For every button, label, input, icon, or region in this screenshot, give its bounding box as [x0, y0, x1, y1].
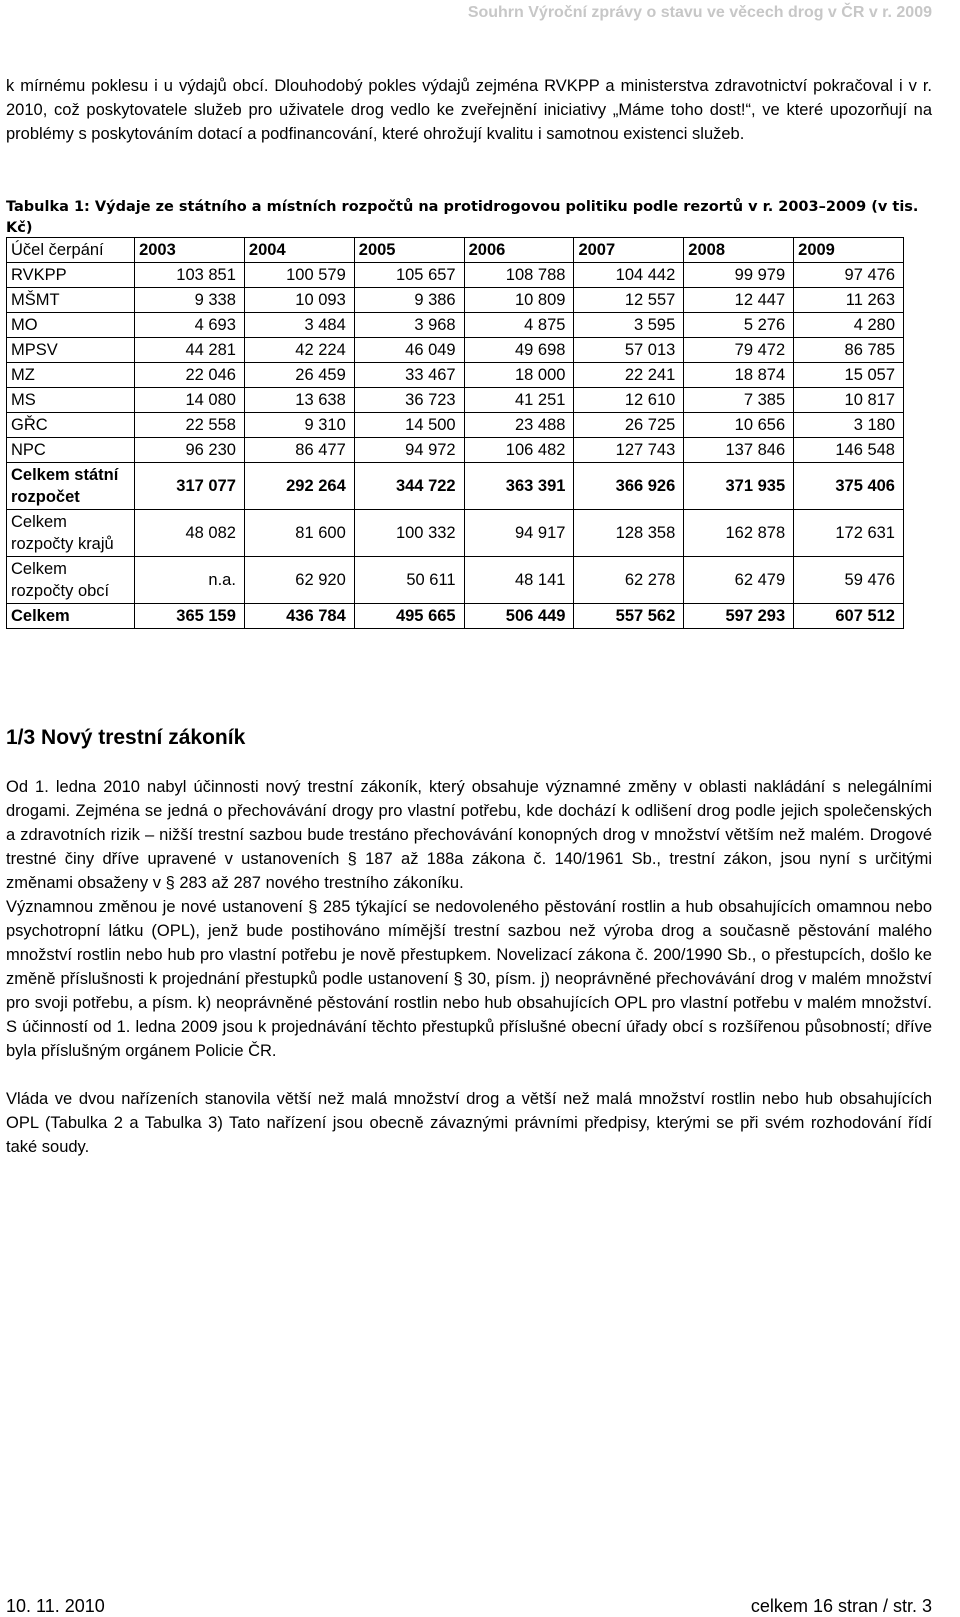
table-cell: 13 638 [244, 388, 354, 413]
table-cell: 104 442 [574, 263, 684, 288]
row-label: RVKPP [7, 263, 135, 288]
row-label: MS [7, 388, 135, 413]
table-cell: 42 224 [244, 338, 354, 363]
column-header: 2003 [135, 238, 245, 263]
table-cell: 436 784 [244, 604, 354, 629]
table-cell: 12 447 [684, 288, 794, 313]
table-cell: 48 082 [135, 510, 245, 557]
table-cell: 59 476 [794, 557, 904, 604]
intro-paragraph: k mírnému poklesu i u výdajů obcí. Dlouhodobý pokles výdajů zejména RVKPP a ministerstva zdravotnictví pokračoval i v r. 2010, což poskytovatele služeb pro uživatele drog vedlo ke zveřejnění iniciativy „Máme toho dost!“, ve které upozorňují na problémy s poskytováním dotací a podfinancování, které ohrožují kvalitu i samotnou existenci služeb. [6, 77, 932, 143]
table-cell: 10 093 [244, 288, 354, 313]
table-cell: 48 141 [464, 557, 574, 604]
table-cell: 10 656 [684, 413, 794, 438]
table-cell: 128 358 [574, 510, 684, 557]
table-row [7, 288, 904, 313]
table-caption: Tabulka 1: Výdaje ze státního a místních rozpočtů na protidrogovou politiku podle rezortů v r. 2003–2009 (v tis. Kč) [6, 199, 919, 236]
table-cell: 292 264 [244, 463, 354, 510]
table-cell: n.a. [135, 557, 245, 604]
table-row [7, 557, 904, 604]
table-cell: 12 610 [574, 388, 684, 413]
table-cell: 4 875 [464, 313, 574, 338]
table-cell: 607 512 [794, 604, 904, 629]
table-row [7, 463, 904, 510]
row-label: Celkem [7, 604, 135, 629]
column-header: 2004 [244, 238, 354, 263]
column-header: Účel čerpání [7, 238, 135, 263]
table-cell: 137 846 [684, 438, 794, 463]
table-cell: 57 013 [574, 338, 684, 363]
table-cell: 26 725 [574, 413, 684, 438]
row-label: MŠMT [7, 288, 135, 313]
table-cell: 3 595 [574, 313, 684, 338]
column-header: 2005 [354, 238, 464, 263]
table-cell: 18 874 [684, 363, 794, 388]
table-cell: 79 472 [684, 338, 794, 363]
table-cell: 94 972 [354, 438, 464, 463]
row-label: MO [7, 313, 135, 338]
table-cell: 14 080 [135, 388, 245, 413]
table-cell: 14 500 [354, 413, 464, 438]
table-cell: 62 479 [684, 557, 794, 604]
table-cell: 5 276 [684, 313, 794, 338]
table-body [7, 263, 904, 629]
table-cell: 44 281 [135, 338, 245, 363]
table-cell: 23 488 [464, 413, 574, 438]
body-paragraph: Vláda ve dvou nařízeních stanovila větší než malá množství drog a větší než malá množství rostlin nebo hub obsahujících OPL (Tabulka 2 a Tabulka 3) Tato nařízení jsou obecně závaznými právními předpisy, kterými se při svém rozhodování řídí také soudy. [6, 1090, 932, 1156]
table-cell: 495 665 [354, 604, 464, 629]
table-header-row [7, 238, 904, 263]
body-paragraph: Od 1. ledna 2010 nabyl účinnosti nový trestní zákoník, který obsahuje významné změny v oblasti nakládání s nelegálními drogami. Zejména se jedná o přechovávání drogy pro vlastní potřebu, kde dochází k odlišení drog podle jejich společenských a zdravotních rizik – nižší trestní sazbou bude trestáno přechovávání konopných drog v množství větším než malém. Drogové trestné činy dříve upravené v ustanoveních § 187 až 188a zákona č. 140/1961 Sb., trestní zákon, jsou nyní s určitými změnami obsaženy v § 283 až 287 nového trestního zákoníku. [6, 778, 932, 892]
table-cell: 15 057 [794, 363, 904, 388]
table-cell: 9 338 [135, 288, 245, 313]
table-row [7, 413, 904, 438]
table-cell: 49 698 [464, 338, 574, 363]
table-cell: 18 000 [464, 363, 574, 388]
table-cell: 86 477 [244, 438, 354, 463]
table-cell: 41 251 [464, 388, 574, 413]
table-cell: 105 657 [354, 263, 464, 288]
table-cell: 62 278 [574, 557, 684, 604]
row-label: GŘC [7, 413, 135, 438]
column-header: 2007 [574, 238, 684, 263]
table-row [7, 313, 904, 338]
table-cell: 9 310 [244, 413, 354, 438]
table-cell: 557 562 [574, 604, 684, 629]
table-cell: 3 484 [244, 313, 354, 338]
table-cell: 46 049 [354, 338, 464, 363]
table-cell: 50 611 [354, 557, 464, 604]
table-row [7, 338, 904, 363]
table-cell: 366 926 [574, 463, 684, 510]
column-header: 2008 [684, 238, 794, 263]
table-row [7, 510, 904, 557]
table-cell: 22 046 [135, 363, 245, 388]
table-cell: 100 332 [354, 510, 464, 557]
table-cell: 365 159 [135, 604, 245, 629]
table-cell: 344 722 [354, 463, 464, 510]
table-cell: 172 631 [794, 510, 904, 557]
table-cell: 22 558 [135, 413, 245, 438]
table-cell: 597 293 [684, 604, 794, 629]
column-header: 2009 [794, 238, 904, 263]
table-cell: 62 920 [244, 557, 354, 604]
table-cell: 10 817 [794, 388, 904, 413]
table-cell: 103 851 [135, 263, 245, 288]
table-cell: 22 241 [574, 363, 684, 388]
table-cell: 375 406 [794, 463, 904, 510]
footer-page-count: celkem 16 stran / str. 3 [750, 1596, 932, 1616]
table-cell: 86 785 [794, 338, 904, 363]
row-label: NPC [7, 438, 135, 463]
row-label: Celkem rozpočty obcí [7, 557, 135, 604]
table-cell: 3 180 [794, 413, 904, 438]
table-cell: 146 548 [794, 438, 904, 463]
row-label: MZ [7, 363, 135, 388]
table-cell: 7 385 [684, 388, 794, 413]
running-header: Souhrn Výroční zprávy o stavu ve věcech drog v ČR v r. 2009 [467, 4, 932, 21]
table-row [7, 438, 904, 463]
row-label: MPSV [7, 338, 135, 363]
table-cell: 26 459 [244, 363, 354, 388]
expenditure-table [6, 237, 904, 629]
table-cell: 9 386 [354, 288, 464, 313]
table-cell: 99 979 [684, 263, 794, 288]
table-row [7, 363, 904, 388]
body-paragraph: Významnou změnou je nové ustanovení § 285 týkající se nedovoleného pěstování rostlin a hub obsahujících omamnou nebo psychotropní látku (OPL), jenž bude postihováno mímější trestní sazbou než výroba drog a současně pěstování malého množství rostlin nebo hub pro vlastní potřebu je nově přestupkem. Novelizací zákona č. 200/1990 Sb., o přestupcích, došlo ke změně příslušnosti k projednání přestupků podle ustanovení § 30, písm. j) neoprávněné přechovávání drog v malém množství pro svoji potřebu, a písm. k) neoprávněné pěstování rostlin nebo hub obsahujících OPL pro vlastní potřebu v malém množství. S účinností od 1. ledna 2009 jsou k projednávání těchto přestupků příslušné obecní úřady obcí s rozšířenou působností; dříve byla příslušným orgánem Policie ČR. [6, 898, 932, 1060]
table-cell: 3 968 [354, 313, 464, 338]
table-cell: 108 788 [464, 263, 574, 288]
table-row [7, 604, 904, 629]
table-row [7, 263, 904, 288]
table-row [7, 388, 904, 413]
table-cell: 11 263 [794, 288, 904, 313]
table-cell: 4 280 [794, 313, 904, 338]
footer-date: 10. 11. 2010 [6, 1596, 105, 1616]
table-cell: 100 579 [244, 263, 354, 288]
table-cell: 371 935 [684, 463, 794, 510]
table-cell: 33 467 [354, 363, 464, 388]
body-text [6, 775, 932, 1159]
table-cell: 506 449 [464, 604, 574, 629]
table-cell: 127 743 [574, 438, 684, 463]
table-cell: 317 077 [135, 463, 245, 510]
table-cell: 97 476 [794, 263, 904, 288]
table-cell: 10 809 [464, 288, 574, 313]
table-cell: 4 693 [135, 313, 245, 338]
row-label: Celkem rozpočty krajů [7, 510, 135, 557]
table-cell: 363 391 [464, 463, 574, 510]
table-cell: 106 482 [464, 438, 574, 463]
table-cell: 96 230 [135, 438, 245, 463]
section-title: 1/3 Nový trestní zákoník [6, 726, 246, 749]
table-cell: 36 723 [354, 388, 464, 413]
row-label: Celkem státní rozpočet [7, 463, 135, 510]
table-cell: 94 917 [464, 510, 574, 557]
table-cell: 12 557 [574, 288, 684, 313]
column-header: 2006 [464, 238, 574, 263]
table-cell: 162 878 [684, 510, 794, 557]
table-cell: 81 600 [244, 510, 354, 557]
